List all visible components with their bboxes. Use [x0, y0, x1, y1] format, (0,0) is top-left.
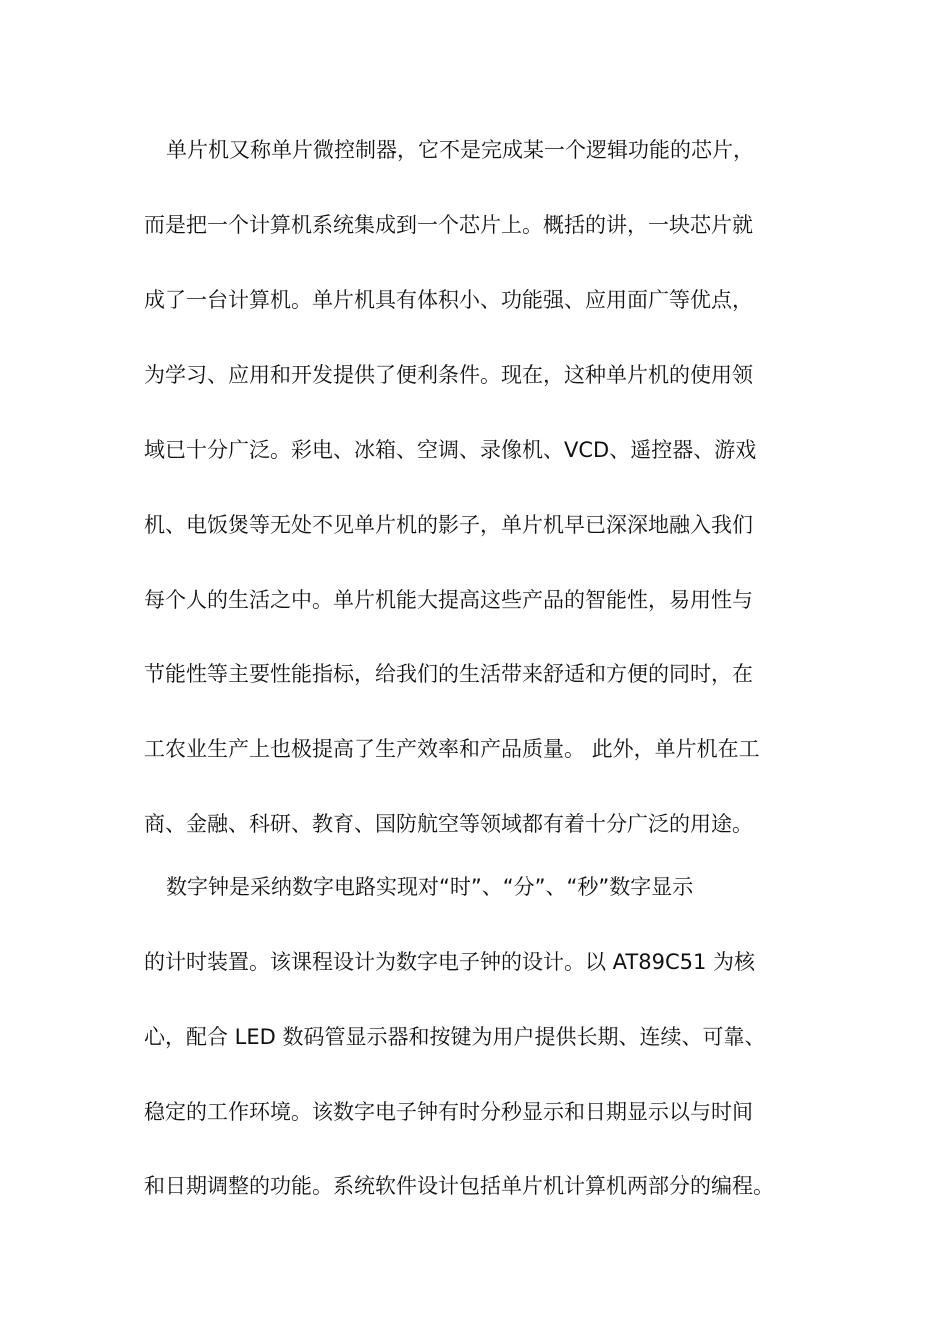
paragraph-1-line-2: 而是把一个计算机系统集成到一个芯片上。概括的讲，一块芯片就	[144, 213, 753, 237]
paragraph-1-line-1: 单片机又称单片微控制器，它不是完成某一个逻辑功能的芯片，	[166, 138, 754, 162]
paragraph-1-line-4: 为学习、应用和开发提供了便利条件。现在，这种单片机的使用领	[144, 363, 753, 387]
paragraph-2-line-5: 和日期调整的功能。系统软件设计包括单片机计算机两部分的编程。	[144, 1174, 774, 1198]
paragraph-2-line-3: 心，配合 LED 数码管显示器和按键为用户提供长期、连续、可靠、	[144, 1025, 766, 1049]
paragraph-1-line-5: 域已十分广泛。彩电、冰箱、空调、录像机、VCD、遥控器、游戏	[144, 438, 757, 462]
paragraph-1-line-9: 工农业生产上也极提高了生产效率和产品质量。 此外，单片机在工	[144, 737, 760, 761]
paragraph-2-line-1: 数字钟是采纳数字电路实现对“时”、“分”、“秒”数字显示	[166, 875, 694, 899]
paragraph-1-line-8: 节能性等主要性能指标，给我们的生活带来舒适和方便的同时，在	[144, 662, 753, 686]
paragraph-2-line-4: 稳定的工作环境。该数字电子钟有时分秒显示和日期显示以与时间	[144, 1100, 753, 1124]
paragraph-1-line-6: 机、电饭煲等无处不见单片机的影子，单片机早已深深地融入我们	[144, 513, 753, 537]
paragraph-1-line-7: 每个人的生活之中。单片机能大提高这些产品的智能性，易用性与	[144, 588, 753, 612]
paragraph-2-line-2: 的计时装置。该课程设计为数字电子钟的设计。以 AT89C51 为核	[144, 950, 756, 974]
paragraph-1-line-3: 成了一台计算机。单片机具有体积小、功能强、应用面广等优点，	[144, 288, 753, 312]
paragraph-1-line-10: 商、金融、科研、教育、国防航空等领域都有着十分广泛的用途。	[144, 812, 753, 836]
